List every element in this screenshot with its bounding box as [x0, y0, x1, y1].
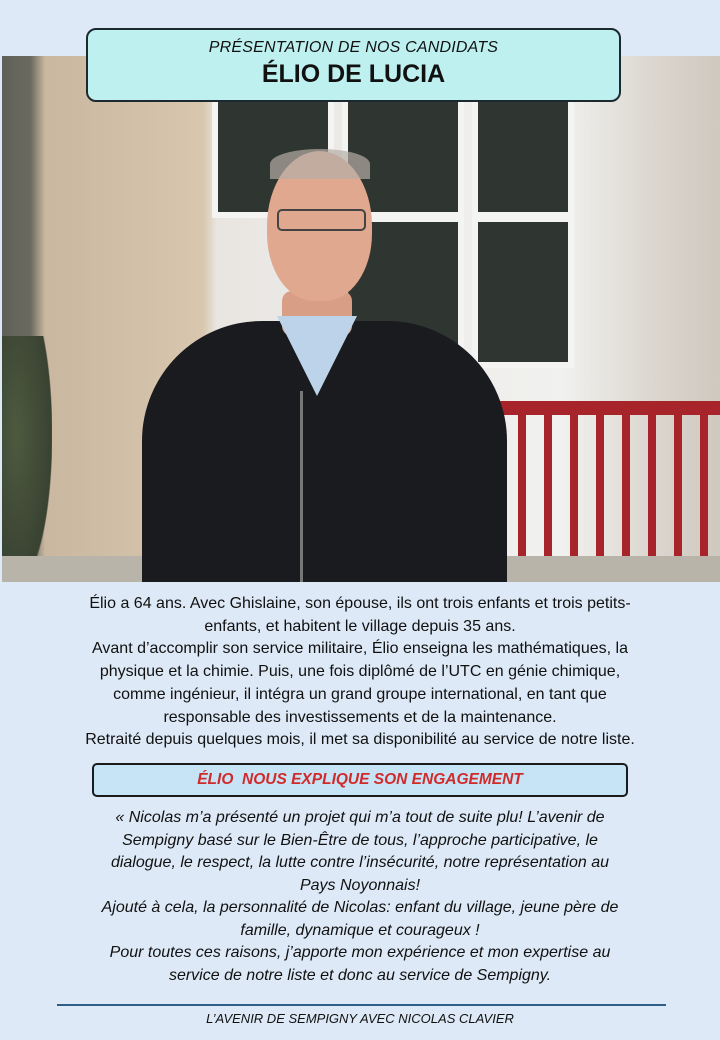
candidate-photo	[2, 56, 720, 582]
title-subtitle: PRÉSENTATION DE NOS CANDIDATS	[208, 39, 499, 56]
quote-line: « Nicolas m’a présenté un projet qui m’a tout de suite plu! L’avenir de	[115, 809, 605, 826]
footer-slogan: L’AVENIR DE SEMPIGNY AVEC NICOLAS CLAVIER	[206, 1011, 514, 1026]
bio-paragraph	[20, 593, 700, 752]
quote-line: Pays Noyonnais!	[299, 876, 421, 894]
bush	[2, 336, 52, 582]
bio-line: Élio a 64 ans. Avec Ghislaine, son épouse, ils ont trois enfants et trois petits-	[89, 595, 631, 612]
bio-line: Retraité depuis quelques mois, il met sa disponibilité au service de notre liste.	[85, 731, 635, 749]
title-banner	[86, 28, 621, 102]
quote-line: Pour toutes ces raisons, j’apporte mon expérience et mon expertise au	[109, 944, 611, 961]
quote-line: Sempigny basé sur le Bien-Être de tous, l’approche participative, le	[122, 831, 598, 849]
candidate-figure	[142, 151, 507, 582]
candidate-name: ÉLIO DE LUCIA	[261, 60, 446, 88]
section-title: ÉLIO NOUS EXPLIQUE SON ENGAGEMENT	[197, 771, 523, 788]
quote-line: service de notre liste et donc au service de Sempigny.	[168, 966, 552, 984]
bio-line: Avant d’accomplir son service militaire, Élio enseigna les mathématiques, la	[92, 640, 628, 658]
footer-divider	[57, 1004, 666, 1006]
quote-line: famille, dynamique et courageux !	[240, 921, 480, 939]
section-title-banner	[92, 763, 628, 797]
bio-line: enfants, et habitent le village depuis 35 ans.	[204, 617, 516, 635]
bio-line: comme ingénieur, il intégra un grand groupe international, en tant que	[113, 685, 607, 703]
red-gate-bars	[492, 401, 720, 582]
candidate-quote	[20, 807, 700, 987]
bio-line: responsable des investissements et de la maintenance.	[163, 708, 557, 726]
bio-line: physique et la chimie. Puis, une fois diplômé de l’UTC en génie chimique,	[99, 663, 621, 681]
quote-line: Ajouté à cela, la personnalité de Nicolas: enfant du village, jeune père de	[101, 899, 619, 916]
quote-line: dialogue, le respect, la lutte contre l’insécurité, notre représentation au	[110, 854, 610, 871]
